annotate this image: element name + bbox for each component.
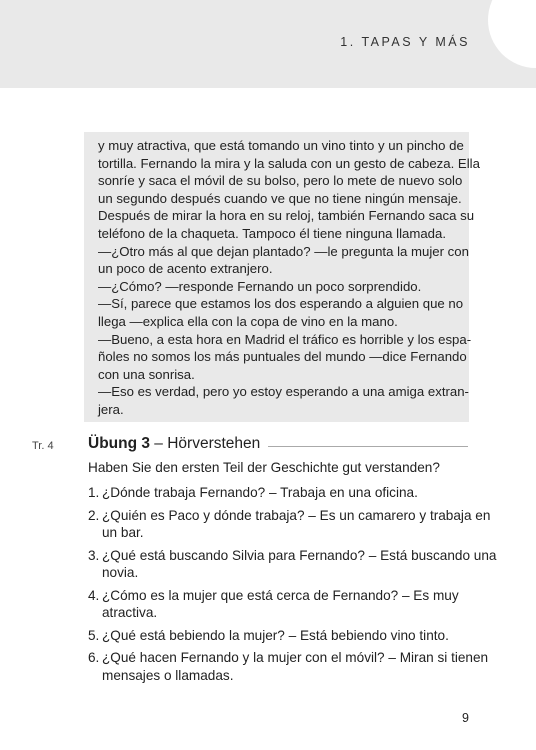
list-item xyxy=(88,627,478,645)
page-number: 9 xyxy=(462,711,469,725)
reading-line: —Eso es verdad, pero yo estoy esperando a una amiga extran- xyxy=(98,384,469,400)
exercise-title-rest: – Hörverstehen xyxy=(150,435,261,452)
reading-line: teléfono de la chaqueta. Tampoco él tiene ninguna llamada. xyxy=(98,225,447,241)
list-item xyxy=(88,507,491,542)
header-circle-decoration xyxy=(488,0,536,68)
answer-list xyxy=(88,484,497,689)
reading-line: sonríe y saca el móvil de su bolso, pero lo mete de nuevo solo xyxy=(98,173,463,189)
reading-line: —Bueno, a esta hora en Madrid el tráfico es horrible y los espa- xyxy=(98,331,472,347)
item-line: ¿Qué está buscando Silvia para Fernando? – Está buscando una xyxy=(102,547,497,563)
item-number: 5. xyxy=(88,627,100,643)
item-line: ¿Dónde trabaja Fernando? – Trabaja en una oficina. xyxy=(102,485,418,500)
item-number: 6. xyxy=(88,650,100,665)
heading-divider xyxy=(260,446,468,447)
list-item xyxy=(88,649,489,684)
audio-track-label: Tr. 4 xyxy=(32,440,54,452)
item-number: 1. xyxy=(88,485,100,500)
reading-line: llega —explica ella con la copa de vino en la mano. xyxy=(98,313,398,329)
reading-line: —¿Cómo? —responde Fernando un poco sorprendido. xyxy=(98,278,422,294)
item-number: 4. xyxy=(88,587,100,603)
reading-line: y muy atractiva, que está tomando un vino tinto y un pincho de xyxy=(98,138,464,153)
reading-line: —¿Otro más al que dejan plantado? —le pregunta la mujer con xyxy=(98,243,469,259)
reading-text-box xyxy=(84,132,480,422)
reading-line: un segundo después cuando ve que no tiene ningún mensaje. xyxy=(98,190,462,206)
item-line: un bar. xyxy=(102,525,144,540)
item-line: novia. xyxy=(102,565,139,580)
item-number: 3. xyxy=(88,547,100,563)
reading-line: un poco de acento extranjero. xyxy=(98,261,273,277)
item-line: atractiva. xyxy=(102,605,158,620)
exercise-instruction: Haben Sie den ersten Teil der Geschichte gut verstanden? xyxy=(88,460,440,475)
reading-line: jera. xyxy=(98,401,124,417)
item-line: ¿Qué hacen Fernando y la mujer con el móvil? – Miran si tienen xyxy=(102,650,489,665)
reading-line: tortilla. Fernando la mira y la saluda con un gesto de cabeza. Ella xyxy=(98,155,480,171)
item-number: 2. xyxy=(88,507,100,523)
exercise-heading xyxy=(88,435,268,453)
list-item xyxy=(88,484,478,502)
item-line: ¿Quién es Paco y dónde trabaja? – Es un camarero y trabaja en xyxy=(102,507,491,523)
list-item xyxy=(88,547,497,582)
reading-line: —Sí, parece que estamos los dos esperando a alguien que no xyxy=(98,296,464,312)
item-line: ¿Cómo es la mujer que está cerca de Fernando? – Es muy xyxy=(102,587,459,603)
item-line: mensajes o llamadas. xyxy=(102,667,234,683)
list-item xyxy=(88,587,478,622)
item-line: ¿Qué está bebiendo la mujer? – Está bebiendo vino tinto. xyxy=(102,627,449,643)
header-band xyxy=(0,0,536,88)
reading-line: ñoles no somos los más puntuales del mundo —dice Fernando xyxy=(98,349,467,365)
exercise-title-bold: Übung 3 xyxy=(88,435,150,452)
reading-line: Después de mirar la hora en su reloj, también Fernando saca su xyxy=(98,208,475,224)
chapter-title: 1. TAPAS Y MÁS xyxy=(340,35,470,49)
reading-line: con una sonrisa. xyxy=(98,366,195,382)
